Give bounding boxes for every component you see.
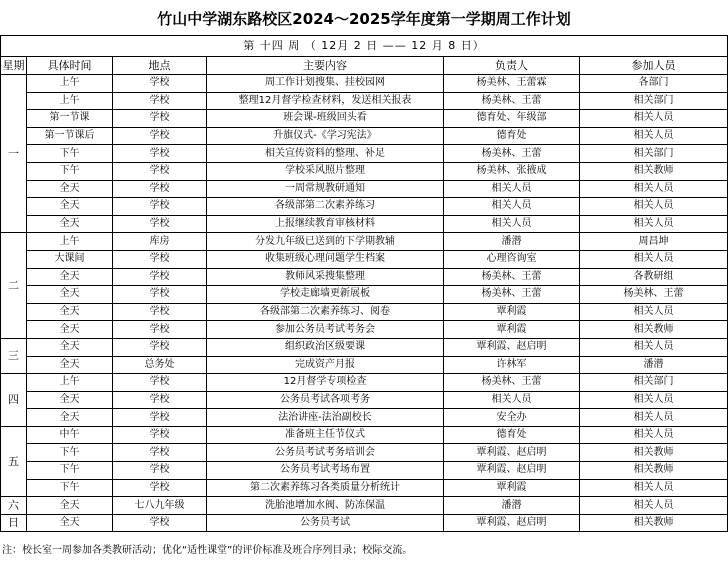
owner-cell: 杨美林、王蕾: [444, 374, 580, 392]
content-cell: 整理12月督学检查材料，发送相关报表: [207, 92, 444, 110]
content-cell: 公务员考试考务培训会: [207, 444, 444, 462]
time-cell: 全天: [27, 514, 113, 532]
content-cell: 相关宣传资料的整理、补足: [207, 145, 444, 163]
place-cell: 库房: [113, 233, 207, 251]
header-cell-place: 地点: [113, 57, 207, 75]
time-cell: 上午: [27, 374, 113, 392]
participants-cell: 相关人员: [580, 497, 728, 515]
owner-cell: 覃利霞、赵启明: [444, 444, 580, 462]
table-row: [1, 391, 728, 409]
participants-cell: 相关教师: [580, 162, 728, 180]
time-cell: 下午: [27, 162, 113, 180]
week-row: [1, 36, 728, 57]
participants-cell: 相关教师: [580, 514, 728, 532]
table-row: [1, 127, 728, 145]
owner-cell: 杨美林、王蕾: [444, 145, 580, 163]
owner-cell: 杨美林、王蕾: [444, 92, 580, 110]
owner-cell: 许林军: [444, 356, 580, 374]
owner-cell: 德育处: [444, 426, 580, 444]
owner-cell: 杨美林、王蕾霖: [444, 75, 580, 93]
participants-cell: 相关人员: [580, 409, 728, 427]
day-cell: 五: [1, 426, 27, 496]
participants-cell: 相关人员: [580, 215, 728, 233]
content-cell: 各级部第二次素养练习: [207, 198, 444, 216]
time-cell: 大课间: [27, 250, 113, 268]
content-cell: 准备班主任节仪式: [207, 426, 444, 444]
place-cell: 总务处: [113, 356, 207, 374]
time-cell: 下午: [27, 479, 113, 497]
place-cell: 学校: [113, 92, 207, 110]
owner-cell: 相关人员: [444, 180, 580, 198]
time-cell: 第一节课后: [27, 127, 113, 145]
content-cell: 班会课-班级回头看: [207, 110, 444, 128]
participants-cell: 相关人员: [580, 479, 728, 497]
table-row: [1, 110, 728, 128]
owner-cell: 杨美林、张掖成: [444, 162, 580, 180]
participants-cell: 相关人员: [580, 198, 728, 216]
table-row: [1, 338, 728, 356]
table-row: [1, 321, 728, 339]
place-cell: 学校: [113, 391, 207, 409]
time-cell: 全天: [27, 215, 113, 233]
owner-cell: 潘潜: [444, 497, 580, 515]
owner-cell: 德育处、年级部: [444, 110, 580, 128]
place-cell: 学校: [113, 462, 207, 480]
day-cell: 六: [1, 497, 27, 515]
place-cell: 学校: [113, 286, 207, 304]
place-cell: 学校: [113, 338, 207, 356]
content-cell: 周工作计划搜集、挂校园网: [207, 75, 444, 93]
time-cell: 全天: [27, 409, 113, 427]
time-cell: 上午: [27, 233, 113, 251]
content-cell: 公务员考试各项考务: [207, 391, 444, 409]
content-cell: 法治讲座-法治副校长: [207, 409, 444, 427]
time-cell: 全天: [27, 321, 113, 339]
place-cell: 学校: [113, 75, 207, 93]
content-cell: 组织政治区级要课: [207, 338, 444, 356]
content-cell: 教师风采搜集整理: [207, 268, 444, 286]
content-cell: 上报继续教育审核材料: [207, 215, 444, 233]
table-row: [1, 426, 728, 444]
page-title: 竹山中学湖东路校区2024～2025学年度第一学期周工作计划: [157, 10, 571, 28]
participants-cell: 相关教师: [580, 444, 728, 462]
table-row: [1, 145, 728, 163]
place-cell: 学校: [113, 268, 207, 286]
table-row: [1, 356, 728, 374]
table-row: [1, 286, 728, 304]
day-cell: 二: [1, 233, 27, 339]
table-row: [1, 497, 728, 515]
place-cell: 学校: [113, 514, 207, 532]
place-cell: 学校: [113, 374, 207, 392]
participants-cell: 相关人员: [580, 338, 728, 356]
time-cell: 全天: [27, 391, 113, 409]
time-cell: 上午: [27, 75, 113, 93]
owner-cell: 相关人员: [444, 391, 580, 409]
table-row: [1, 268, 728, 286]
owner-cell: 杨美林、王蕾: [444, 268, 580, 286]
day-cell: 一: [1, 75, 27, 233]
content-cell: 洗胎池增加水阀、防冻保温: [207, 497, 444, 515]
content-cell: 公务员考试考场布置: [207, 462, 444, 480]
participants-cell: 相关人员: [580, 391, 728, 409]
table-row: [1, 250, 728, 268]
week-line: 第 十四 周 （ 12月 2 日 —— 12 月 8 日）: [1, 36, 728, 57]
content-cell: 学校走廊墙更新展板: [207, 286, 444, 304]
owner-cell: 德育处: [444, 127, 580, 145]
table-row: [1, 374, 728, 392]
participants-cell: 各部门: [580, 75, 728, 93]
time-cell: 上午: [27, 92, 113, 110]
owner-cell: 安全办: [444, 409, 580, 427]
owner-cell: 覃利霞: [444, 321, 580, 339]
participants-cell: 相关教师: [580, 462, 728, 480]
header-cell-participants: 参加人员: [580, 57, 728, 75]
header-cell-content: 主要内容: [207, 57, 444, 75]
footer-note: 注：校长室一周参加各类教研活动；优化“适性课堂”的评价标准及班合序列目录；校际交流。: [2, 545, 413, 556]
content-cell: 各级部第二次素养练习、阅卷: [207, 303, 444, 321]
time-cell: 全天: [27, 338, 113, 356]
owner-cell: 覃利霞、赵启明: [444, 338, 580, 356]
place-cell: 学校: [113, 145, 207, 163]
owner-cell: 覃利霞: [444, 303, 580, 321]
participants-cell: 相关人员: [580, 127, 728, 145]
time-cell: 中午: [27, 426, 113, 444]
place-cell: 学校: [113, 321, 207, 339]
place-cell: 学校: [113, 409, 207, 427]
table-row: [1, 303, 728, 321]
day-cell: 三: [1, 338, 27, 373]
content-cell: 分发九年级已送到的下学期教辅: [207, 233, 444, 251]
time-cell: 全天: [27, 497, 113, 515]
participants-cell: 相关人员: [580, 110, 728, 128]
place-cell: 学校: [113, 303, 207, 321]
time-cell: 下午: [27, 462, 113, 480]
time-cell: 第一节课: [27, 110, 113, 128]
header-cell-owner: 负责人: [444, 57, 580, 75]
participants-cell: 相关部门: [580, 145, 728, 163]
time-cell: 全天: [27, 303, 113, 321]
table-row: [1, 479, 728, 497]
place-cell: 学校: [113, 479, 207, 497]
participants-cell: 各教研组: [580, 268, 728, 286]
table-row: [1, 444, 728, 462]
owner-cell: 潘潜: [444, 233, 580, 251]
owner-cell: 相关人员: [444, 215, 580, 233]
time-cell: 全天: [27, 180, 113, 198]
participants-cell: 相关人员: [580, 250, 728, 268]
place-cell: 学校: [113, 110, 207, 128]
table-row: [1, 233, 728, 251]
content-cell: 学校采风照片整理: [207, 162, 444, 180]
header-cell-time: 具体时间: [27, 57, 113, 75]
time-cell: 全天: [27, 356, 113, 374]
participants-cell: 相关部门: [580, 374, 728, 392]
place-cell: 学校: [113, 198, 207, 216]
day-cell: 日: [1, 514, 27, 532]
participants-cell: 杨美林、王蕾: [580, 286, 728, 304]
content-cell: 12月督学专项检查: [207, 374, 444, 392]
schedule-table: [0, 35, 728, 532]
owner-cell: 覃利霞: [444, 479, 580, 497]
time-cell: 全天: [27, 198, 113, 216]
table-row: [1, 215, 728, 233]
table-row: [1, 92, 728, 110]
owner-cell: 相关人员: [444, 198, 580, 216]
owner-cell: 心理咨询室: [444, 250, 580, 268]
participants-cell: 相关教师: [580, 321, 728, 339]
participants-cell: 相关人员: [580, 303, 728, 321]
owner-cell: 覃利霞、赵启明: [444, 462, 580, 480]
place-cell: 学校: [113, 180, 207, 198]
content-cell: 第二次素养练习各类质量分析统计: [207, 479, 444, 497]
table-row: [1, 462, 728, 480]
table-row: [1, 409, 728, 427]
place-cell: 学校: [113, 162, 207, 180]
participants-cell: 相关人员: [580, 180, 728, 198]
header-cell-day: 星期: [1, 57, 27, 75]
table-row: [1, 198, 728, 216]
owner-cell: 覃利霞、赵启明: [444, 514, 580, 532]
content-cell: 完成资产月报: [207, 356, 444, 374]
content-cell: 收集班级心理问题学生档案: [207, 250, 444, 268]
participants-cell: 潘潜: [580, 356, 728, 374]
place-cell: 学校: [113, 250, 207, 268]
participants-cell: 相关人员: [580, 426, 728, 444]
owner-cell: 杨美林、王蕾: [444, 286, 580, 304]
place-cell: 七八九年级: [113, 497, 207, 515]
content-cell: 升旗仪式-《学习宪法》: [207, 127, 444, 145]
place-cell: 学校: [113, 127, 207, 145]
day-cell: 四: [1, 374, 27, 427]
content-cell: 公务员考试: [207, 514, 444, 532]
table-row: [1, 162, 728, 180]
table-row: [1, 514, 728, 532]
time-cell: 下午: [27, 444, 113, 462]
place-cell: 学校: [113, 215, 207, 233]
table-row: [1, 180, 728, 198]
place-cell: 学校: [113, 426, 207, 444]
time-cell: 下午: [27, 145, 113, 163]
place-cell: 学校: [113, 444, 207, 462]
participants-cell: 相关部门: [580, 92, 728, 110]
time-cell: 全天: [27, 286, 113, 304]
content-cell: 一周常规教研通知: [207, 180, 444, 198]
time-cell: 全天: [27, 268, 113, 286]
content-cell: 参加公务员考试考务会: [207, 321, 444, 339]
header-row: [1, 57, 728, 75]
table-row: [1, 75, 728, 93]
participants-cell: 周昌坤: [580, 233, 728, 251]
